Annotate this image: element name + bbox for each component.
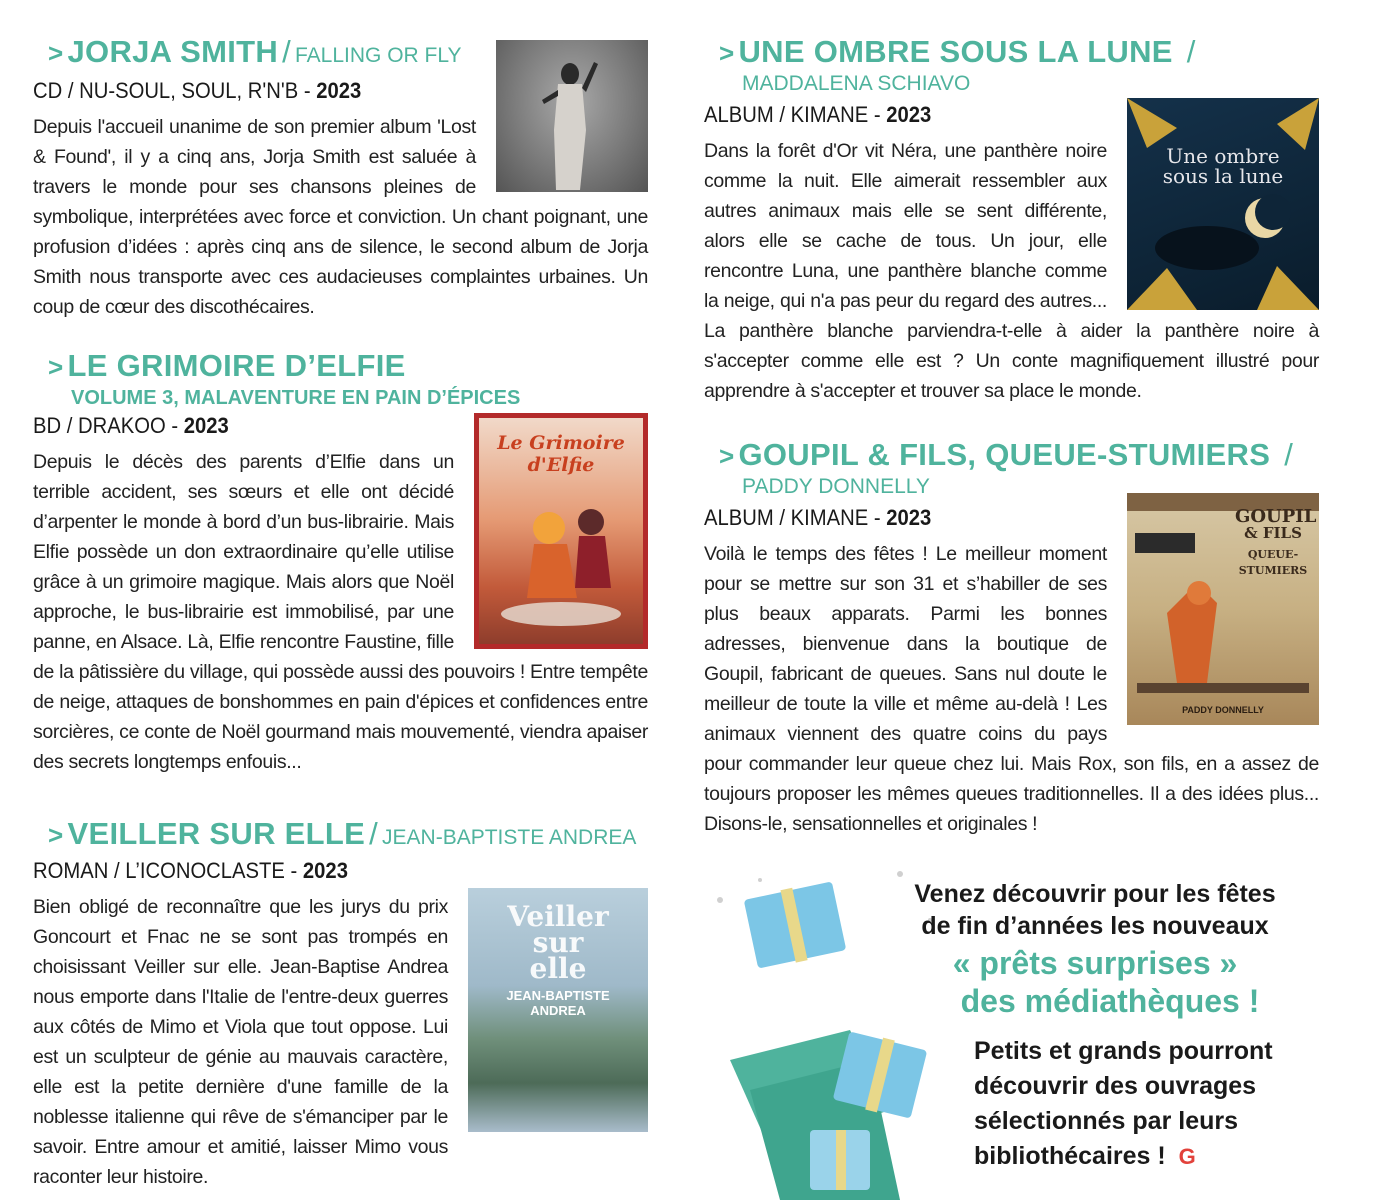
cover-grimoire-elfie [474, 413, 648, 649]
cover-goupil [1127, 493, 1319, 725]
article-meta: ALBUM / KIMANE - 2023 [704, 102, 932, 127]
article-grimoire-elfie [33, 348, 648, 777]
article-title: > VEILLER SUR ELLE / JEAN-BAPTISTE ANDREA [48, 816, 637, 851]
article-body: Dans la forêt d'Or vit Néra, une panthère noire comme la nuit. Elle aimerait ressembler aux autres animaux mais elle se sent différente, alors elle se cache de tous. Un jour, elle rencontre Luna, une panthère blanche comme la neige, qui n'a pas peur du regard des autres... La panthère blanche parviendra-t-elle à aider la panthère noire à s'accepter comme elle est ? Un conte magnifiquement illustré pour apprendre à s'accepter et trouver sa place le monde. [704, 140, 1319, 402]
article-author: PADDY DONNELLY [742, 475, 930, 498]
singer-photo-icon [496, 40, 648, 192]
article-subtitle: VOLUME 3, MALAVENTURE EN PAIN D’ÉPICES [71, 387, 521, 409]
article-title: > GOUPIL & FILS, QUEUE-STUMIERS / [719, 437, 1294, 472]
cover-author: PADDY DONNELLY [1182, 705, 1264, 715]
article-jorja-smith [33, 34, 648, 322]
article-body: Depuis le décès des parents d’Elfie dans un terrible accident, ses sœurs et elle ont décidé d’arpenter le monde à bord d’un bus-librairie. Mais Elfie possède un don extraordinaire qu’elle utilise grâce à un grimoire magique. Mais alors que Noël approche, le bus-librairie est immobilisé, par une panne, en Alsace. Là, Elfie rencontre Faustine, fille de la pâtissière du village, qui possède aussi des pouvoirs ! Entre tempête de neige, attaques de bonshommes en pain d'épices et confidences entre sorcières, ce conte de Noël gourmand mais mouvementé, viendra apaiser des secrets longtemps enfouis... [33, 451, 648, 773]
cover-title: Veiller sur elle [507, 900, 609, 985]
promo-intro: Venez découvrir pour les fêtes de fin d’années les nouveaux [914, 880, 1276, 940]
cover-veiller-sur-elle [468, 888, 648, 1132]
article-une-ombre [704, 34, 1319, 406]
article-meta: CD / NU-SOUL, SOUL, R'N'B - 2023 [33, 78, 362, 103]
promo-box [700, 860, 1340, 1200]
article-meta: BD / DRAKOO - 2023 [33, 413, 229, 438]
cover-title: GOUPIL & FILS QUEUE- STUMIERS [1235, 506, 1317, 577]
article-meta: ROMAN / L’ICONOCLASTE - 2023 [33, 858, 348, 883]
article-body: Voilà le temps des fêtes ! Le meilleur moment pour se mettre sur son 31 et s’habiller de ses plus beaux apparats. Parmi les bonnes adresses, bienvenue dans la boutique de Goupil, fabricant de queues. Sans nul doute le meilleur de toute la ville et même au-delà ! Les animaux viennent des quatre coins du pays pour commander leur queue chez lui. Mais Rox, son fils, en a assez de toujours proposer les mêmes queues traditionnelles. Il a des idées plus... Disons-le, sensationnelles et originales ! [704, 543, 1319, 835]
article-meta: ALBUM / KIMANE - 2023 [704, 505, 932, 530]
cover-author: JEAN-BAPTISTE ANDREA [506, 988, 610, 1018]
article-body: Bien obligé de reconnaître que les jurys du prix Goncourt et Fnac ne se sont pas trompés en choisissant Veiller sur elle. Jean-Baptise Andrea nous emporte dans l'Italie de l'entre-deux guerres aux côtés de Mimo et Viola que tout oppose. Lui est un sculpteur de génie au mauvais caractère, elle est la petite dernière d'une famille de la noblesse italienne qui rêve de s'émanciper par le savoir. Entre amour et amitié, laisser Mimo vous raconter leur histoire. [33, 896, 448, 1188]
cover-une-ombre [1127, 98, 1319, 310]
article-goupil [704, 437, 1319, 839]
promo-highlight: « prêts surprises » des médiathèques ! [952, 945, 1260, 1019]
promo-details: Petits et grands pourront découvrir des ouvrages sélectionnés par leurs bibliothécaires ! G [974, 1037, 1273, 1170]
cover-jorja-smith [496, 40, 648, 192]
article-title: > LE GRIMOIRE D’ELFIE [48, 348, 406, 383]
elfie-illustration-icon [479, 418, 643, 644]
article-author: JEAN-BAPTISTE ANDREA [382, 826, 637, 849]
article-title: > UNE OMBRE SOUS LA LUNE / [719, 34, 1196, 69]
library-logo-icon: G [1178, 1144, 1196, 1169]
cover-title: Une ombre sous la lune [1162, 144, 1284, 188]
cover-title: Le Grimoire d'Elfie [497, 432, 625, 476]
article-author: MADDALENA SCHIAVO [742, 72, 971, 95]
article-title: > JORJA SMITH / FALLING OR FLY [48, 34, 462, 69]
panther-illustration-icon [1127, 98, 1319, 310]
article-body: Depuis l'accueil unanime de son premier album 'Lost & Found', il y a cinq ans, Jorja Smith est saluée à travers le monde pour ses chansons pleines de symbolique, interprétées avec force et conviction. Un chant poignant, une profusion d’idées : après cinq ans de silence, le second album de Jorja Smith nous transporte avec ces audacieuses complaintes urbaines. Un coup de cœur des discothécaires. [33, 116, 648, 318]
article-author: FALLING OR FLY [294, 44, 462, 67]
article-veiller-sur-elle [33, 816, 648, 1192]
